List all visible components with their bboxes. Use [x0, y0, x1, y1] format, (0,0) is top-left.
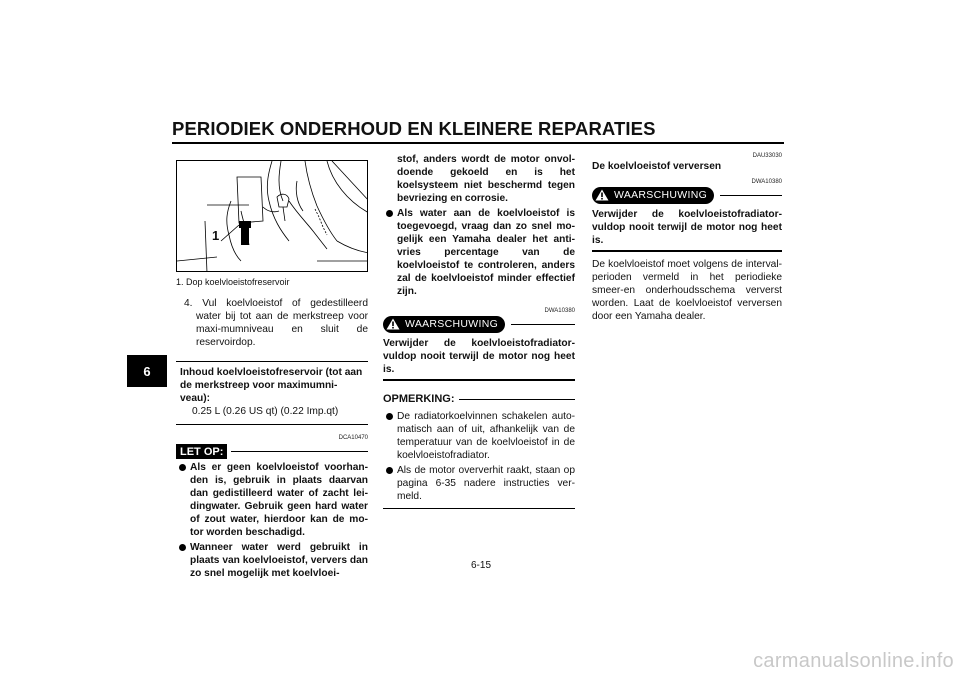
chapter-tab: 6 — [127, 355, 167, 387]
warning-2-label: WAARSCHUWING — [614, 188, 708, 201]
caution-bullet-3: Als water aan de koelvloeistof is toegevoegd, vraag dan zo snel mo-gelijk een Yamaha dealer het anti-vries percentage van de koelvloeistof te controleren, anders zal de koelvloeistof minder effectief zijn. — [383, 207, 575, 298]
caution-bullet-1: Als er geen koelvloeistof voorhan-den is, gebruik in plaats daarvan dan gedistilleerd water of zacht lei-dingwater. Gebruik geen hard water of zout water, hierdoor kan de mo-tor worden beschadigd. — [176, 461, 368, 539]
caution-bullet-2-continued: stof, anders wordt de motor onvol-doende gekoeld en is het koelsysteem niet beschermd tegen bevriezing en corrosie. — [397, 154, 575, 204]
note-label: OPMERKING: — [383, 393, 455, 405]
bullet-dot-icon — [179, 464, 186, 471]
bullet-dot-icon — [179, 544, 186, 551]
warning-2-text: Verwijder de koelvloeistofradiator-vuldop nooit terwijl de motor nog heet is. — [592, 208, 782, 252]
bullet-dot-icon — [386, 210, 393, 217]
warning-triangle-icon — [595, 189, 609, 201]
note-end-rule — [383, 508, 575, 509]
caution-label: LET OP: — [176, 444, 227, 459]
figure-caption: 1. Dop koelvloeistofreservoir — [176, 277, 290, 287]
spec-box — [176, 361, 368, 425]
warning-1-label: WAARSCHUWING — [405, 317, 499, 330]
warning-2-rule — [720, 195, 782, 196]
warning-1-rule — [511, 324, 575, 325]
bullet-dot-icon — [386, 413, 393, 420]
note-bullet-2: Als de motor oververhit raakt, staan op pagina 6-35 nadere instructies ver-meld. — [383, 464, 575, 503]
section-title: De koelvloeistof verversen — [592, 161, 722, 172]
title-rule — [172, 142, 784, 144]
coolant-reservoir-illustration — [176, 160, 368, 272]
warning-1-heading — [383, 315, 575, 333]
note-rule — [459, 399, 576, 400]
section-code: DAU33030 — [752, 153, 782, 159]
page-number: 6-15 — [470, 560, 491, 571]
caution-heading — [176, 443, 368, 459]
warning-2-heading — [592, 186, 782, 204]
page-title: PERIODIEK ONDERHOUD EN KLEINERE REPARATIES — [172, 118, 656, 139]
note-bullet-1: De radiatorkoelvinnen schakelen auto-matisch aan of uit, afhankelijk van de temperatuur van de koelvloeistof in de koelvloeistofradiator. — [383, 410, 575, 462]
warning-1-badge — [383, 316, 505, 333]
spec-heading: Inhoud koelvloeistofreservoir (tot aan de merkstreep voor maximumni-veau): — [180, 367, 363, 404]
body-paragraph: De koelvloeistof moet volgens de interval-perioden vermeld in het periodieke smeer-en onderhoudsschema ververst worden. Laat de koelvloeistof verversen door een Yamaha dealer. — [592, 259, 782, 322]
caution-code: DCA10470 — [338, 435, 368, 441]
reservoir-line-drawing — [177, 161, 368, 272]
warning-1-code: DWA10380 — [544, 308, 575, 314]
bullet-dot-icon — [386, 467, 393, 474]
warning-2-badge — [592, 187, 714, 204]
caution-bullet-2: Wanneer water werd gebruikt in plaats van koelvloeistof, ververs dan zo snel mogelijk met koelvloei- — [176, 541, 368, 580]
note-heading — [383, 393, 575, 406]
column-3 — [592, 153, 782, 323]
spec-value: 0.25 L (0.26 US qt) (0.22 Imp.qt) — [192, 406, 339, 417]
warning-1-text: Verwijder de koelvloeistofradiator-vuldop nooit terwijl de motor nog heet is. — [383, 337, 575, 381]
column-1 — [176, 160, 368, 580]
warning-triangle-icon — [386, 318, 400, 330]
watermark: carmanualsonline.info — [753, 650, 954, 672]
callout-1: 1 — [212, 228, 220, 243]
step-4: 4. Vul koelvloeistof of gedestilleerd water bij tot aan de merkstreep voor maxi-mumniveau en sluit de reservoirdop. — [184, 298, 368, 348]
caution-rule — [231, 451, 368, 452]
warning-2-code: DWA10380 — [751, 179, 782, 185]
column-2 — [383, 153, 575, 509]
